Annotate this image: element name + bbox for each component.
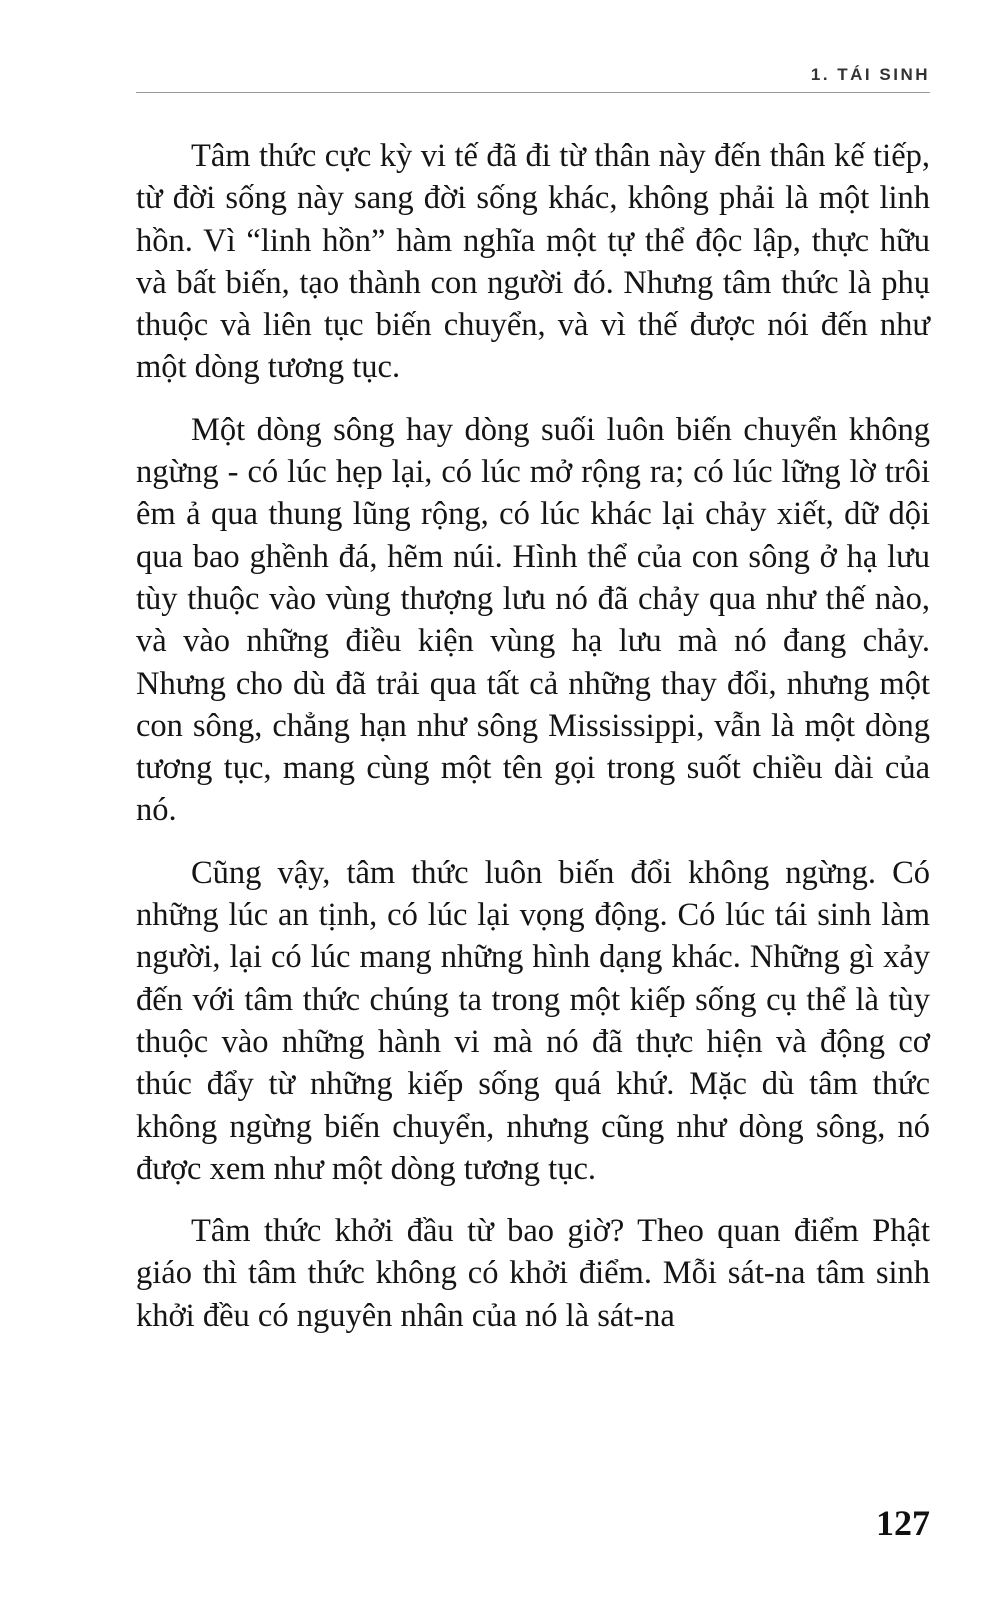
paragraph: Cũng vậy, tâm thức luôn biến đổi không ngừng. Có những lúc an tịnh, có lúc lại vọng động. Có lúc tái sinh làm người, lại có lúc mang những hình dạng khác. Những gì xảy đến với tâm thức chúng ta trong một kiếp sống cụ thể là tùy thuộc vào những hành vi mà nó đã thực hiện và động cơ thúc đẩy từ những kiếp sống quá khứ. Mặc dù tâm thức không ngừng biến chuyển, nhưng cũng như dòng sông, nó được xem như một dòng tương tục.: [136, 854, 930, 1187]
page-body: [136, 135, 930, 1357]
paragraph: Tâm thức khởi đầu từ bao giờ? Theo quan điểm Phật giáo thì tâm thức không có khởi điểm. Mỗi sát-na tâm sinh khởi đều có nguyên nhân của nó là sát-na: [136, 1213, 930, 1334]
chapter-title: 1. TÁI SINH: [810, 65, 930, 84]
running-header: [136, 58, 930, 93]
paragraph: Tâm thức cực kỳ vi tế đã đi từ thân này đến thân kế tiếp, từ đời sống này sang đời sống khác, không phải là một linh hồn. Vì “linh hồn” hàm nghĩa một tự thể độc lập, thực hữu và bất biến, tạo thành con người đó. Nhưng tâm thức là phụ thuộc và liên tục biến chuyển, và vì thế được nói đến như một dòng tương tục.: [136, 138, 930, 386]
paragraph: Một dòng sông hay dòng suối luôn biến chuyển không ngừng - có lúc hẹp lại, có lúc mở rộng ra; có lúc lững lờ trôi êm ả qua thung lũng rộng, có lúc khác lại chảy xiết, dữ dội qua bao ghềnh đá, hẽm núi. Hình thể của con sông ở hạ lưu tùy thuộc vào vùng thượng lưu nó đã chảy qua như thế nào, và vào những điều kiện vùng hạ lưu mà nó đang chảy. Nhưng cho dù đã trải qua tất cả những thay đổi, nhưng một con sông, chẳng hạn như sông Mississippi, vẫn là một dòng tương tục, mang cùng một tên gọi trong suốt chiều dài của nó.: [136, 411, 930, 829]
page-number: 127: [876, 1503, 930, 1543]
